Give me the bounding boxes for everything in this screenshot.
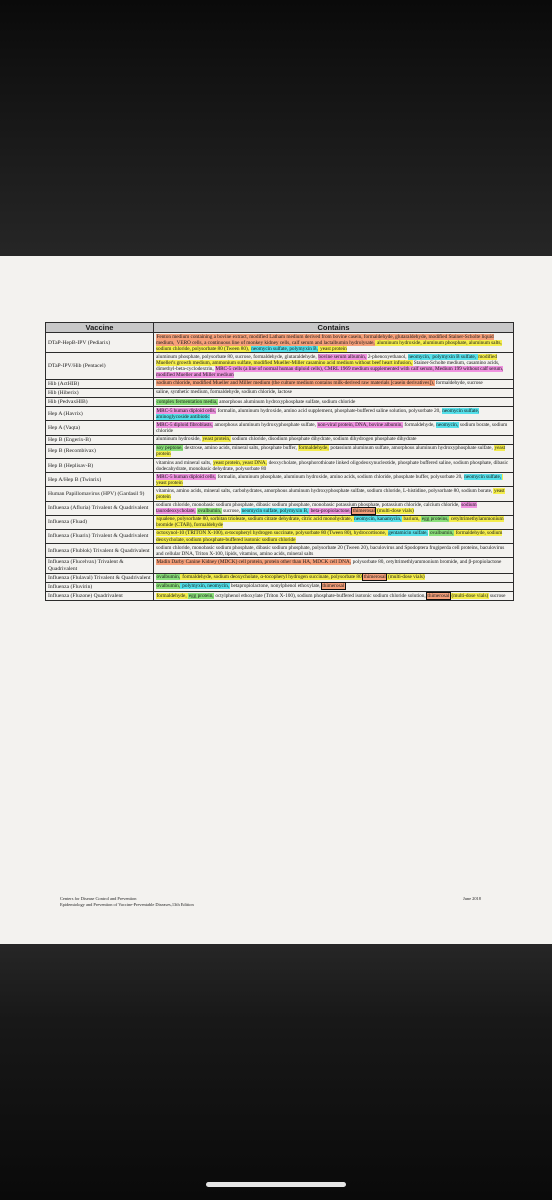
table-row — [46, 501, 514, 515]
highlighted-ingredient: beta-propiolactone, — [309, 508, 352, 515]
ingredient-text: aluminum phosphate, polysorbate 80, sucrose, formaldehyde, glutaraldehyde, — [156, 353, 318, 360]
ingredients-cell — [154, 573, 514, 582]
ingredients-cell — [154, 379, 514, 388]
highlighted-ingredient: octoxynol-10 (TRITON X-100), α-tocopheryl hydrogen succinate, polysorbate 80 (Tween 80), hydrocortisone, — [156, 530, 388, 537]
highlighted-ingredient: VERO cells, a continuous line of monkey kidney cells, calf serum and lactalbumin hydrolysate, — [176, 339, 375, 346]
highlighted-ingredient: formaldehyde, — [156, 592, 188, 599]
citation-line-1: Centers for Disease Control and Prevention — [60, 896, 137, 901]
highlighted-ingredient: neomycin sulfate, — [464, 473, 502, 480]
ingredient-text: saline, synthetic medium, formaldehyde, sodium chloride, lactose — [156, 389, 292, 396]
highlighted-ingredient: soy peptone, — [156, 445, 183, 452]
vaccine-name-cell: DTaP-IPV/Hib (Pentacel) — [46, 353, 154, 379]
highlighted-ingredient: non-viral protein, DNA, bovine albumin, — [317, 421, 403, 428]
table-row — [46, 459, 514, 473]
ingredient-text: deoxycholate, phosphorothioate linked oligodeoxynucleotide, phosphate buffered saline, sodium phosphate, dibasic dodecahydrate, monobasic dehydrate, polysorbate 80 — [156, 459, 509, 472]
highlighted-ingredient: egg protein, — [188, 592, 214, 599]
ingredient-text: sodium chloride, monobasic sodium phosphate, dibasic sodium phosphate, monobasic potassium phosphate, potassium chloride, calcium chloride, — [156, 502, 461, 509]
vaccine-name-cell: Influenza (Flucelvax) Trivalent & Quadrivalent — [46, 558, 154, 573]
ingredients-cell — [154, 473, 514, 487]
table-row — [46, 407, 514, 421]
boxed-ingredient: thimerosal — [322, 583, 345, 590]
table-row — [46, 558, 514, 573]
ingredient-text: dextrose, amino acids, mineral salts, phosphate buffer, — [183, 445, 298, 452]
table-row — [46, 582, 514, 591]
ingredient-text: amorphous aluminum hydroxyphosphate sulfate, — [213, 421, 318, 428]
ingredient-text: formaldehyde, sucrose — [434, 380, 483, 387]
highlighted-ingredient: yeast protein, yeast DNA, — [213, 459, 267, 466]
ingredients-cell — [154, 459, 514, 473]
table-row — [46, 573, 514, 582]
highlighted-ingredient: MRC-5 cells (a line of normal human diploid cells), CMRL 1969 medium supplemented with calf serum, Medium 199 without calf serum, modified Mueller and Miller medium — [156, 365, 504, 379]
ingredients-cell — [154, 407, 514, 421]
vaccine-ingredients-table — [45, 322, 514, 601]
ingredients-cell — [154, 398, 514, 407]
table-row — [46, 379, 514, 388]
table-row — [46, 473, 514, 487]
ingredient-text: vitamins, amino acids, mineral salts, carbohydrates, amorphous aluminum hydroxyphosphate sulfate, sodium chloride, L-histidine, polysorbate 80, sodium borate, — [156, 487, 494, 494]
table-row — [46, 544, 514, 558]
vaccine-name-cell: Influenza (Fluarix) Trivalent & Quadrivalent — [46, 529, 154, 543]
top-dark-area — [0, 0, 552, 256]
vaccine-column-header: Vaccine — [46, 323, 154, 333]
highlighted-ingredient: neomycin, — [408, 353, 431, 360]
highlighted-ingredient: modified Mueller's growth medium, ammonium sulfate, modified Mueller-Miller casamino acid medium without beef heart infusion, — [156, 353, 497, 366]
document-photo — [0, 256, 552, 944]
highlighted-ingredient: formaldehyde, — [298, 445, 329, 452]
vaccine-name-cell: Influenza (Flublok) Trivalent & Quadrivalent — [46, 544, 154, 558]
highlighted-ingredient: sodium chloride, modified Mueller and Miller medium (the culture medium contains milk-derived raw materials [casein derivatives]), — [156, 380, 435, 387]
highlighted-ingredient: ovalbumin, — [156, 574, 180, 581]
highlighted-ingredient: neomycin, — [436, 421, 459, 428]
highlighted-ingredient: yeast protein, — [202, 436, 231, 443]
ingredients-cell — [154, 544, 514, 558]
highlighted-ingredient: (multi-dose vials) — [375, 508, 414, 515]
highlighted-ingredient: MRC-5 human diploid cells, — [156, 473, 216, 480]
citation-line-2: Epidemiology and Prevention of Vaccine-Preventable Diseases,13th Edition — [60, 901, 194, 907]
highlighted-ingredient: ovalbumin, — [197, 508, 222, 515]
table-row — [46, 592, 514, 601]
highlighted-ingredient: neomycin sulfate, polymyxin B, — [241, 508, 309, 515]
highlighted-ingredient: polymyxin, neomycin, — [180, 583, 230, 590]
table-row — [46, 529, 514, 543]
ingredients-cell — [154, 388, 514, 397]
highlighted-ingredient: neomycin sulfate, aminoglycoside antibiotic — [156, 407, 480, 420]
highlighted-ingredient: MRC-5 diploid fibroblasts, — [156, 421, 213, 428]
vaccine-name-cell: Hep A/Hep B (Twinrix) — [46, 473, 154, 487]
ingredients-cell — [154, 487, 514, 501]
ingredient-text: Stainer-Scholte medium, casamino acids, dimethyl-beta-cyclodextrin, — [156, 359, 500, 372]
ingredients-cell — [154, 333, 514, 353]
table-header-row — [46, 323, 514, 333]
vaccine-name-cell: Hib (ActHIB) — [46, 379, 154, 388]
document-date: June 2018 — [463, 896, 481, 901]
ingredient-text: amorphous aluminum hydroxyphosphate sulfate, sodium chloride — [217, 398, 356, 405]
vaccine-name-cell: Hib (Hiberix) — [46, 388, 154, 397]
vaccine-name-cell: Hep A (Havrix) — [46, 407, 154, 421]
highlighted-ingredient: squalene, polysorbate 80, sorbitan trioleate, sodium citrate dehydrate, citric acid monohydrate, — [156, 516, 354, 523]
ingredients-cell — [154, 435, 514, 444]
highlighted-ingredient: (multi-dose vials) — [450, 592, 489, 599]
highlighted-ingredient: neomycin, kanamycin, — [354, 516, 402, 523]
vaccine-name-cell: Hep B (Engerix-B) — [46, 435, 154, 444]
highlighted-ingredient: ovalbumin, — [156, 583, 180, 590]
highlighted-ingredient: Fenton medium containing a bovine extract, modified Latham medium derived from bovine casein, formaldehyde, glutaraldehyde, modified Stainer-Scholte liquid medium, — [156, 333, 494, 346]
highlighted-ingredient: yeast protein — [318, 345, 347, 352]
boxed-ingredient: thimerosal — [363, 574, 386, 581]
vaccine-name-cell: Hep B (Heplisav-B) — [46, 459, 154, 473]
vaccine-name-cell: Influenza (Afluria) Trivalent & Quadrivalent — [46, 501, 154, 515]
table-row — [46, 353, 514, 379]
table-row — [46, 435, 514, 444]
highlighted-ingredient: gentamicin sulfate, — [388, 530, 428, 537]
vaccine-name-cell: Hib (PedvaxHIB) — [46, 398, 154, 407]
ingredient-text: potassium aluminum sulfate, amorphous aluminum hydroxyphosphate sulfate, — [329, 445, 494, 452]
ingredient-text: sodium chloride, monobasic sodium phosphate, dibasic sodium phosphate, polysorbate 20 (Tween 20), baculovirus and Spodoptera frugiperda cell proteins, baculovirus and cellular DNA, Triton X-100, lipids, vitamins, amino acids, mineral salts — [156, 544, 505, 557]
ingredient-text: sucrose, — [221, 508, 242, 515]
contains-column-header: Contains — [154, 323, 514, 333]
highlighted-ingredient: polymyxin B sulfate, — [431, 353, 478, 360]
ingredient-text: sodium borate, sodium chloride — [156, 421, 508, 435]
table-row — [46, 487, 514, 501]
highlighted-ingredient: complex fermentation media, — [156, 398, 218, 405]
ingredients-cell — [154, 515, 514, 529]
table-row — [46, 388, 514, 397]
source-citation — [60, 896, 194, 907]
ingredient-text: sucrose — [488, 592, 506, 599]
ingredients-cell — [154, 592, 514, 601]
ingredient-text: polysorbate 80, cetyltrimethlyammonium bromide, and β-propiolactone — [351, 558, 502, 565]
highlighted-ingredient: yeast protein — [156, 445, 506, 458]
ingredient-text: octylphenol ethoxylate (Triton X-100), sodium phosphate-buffered isotonic sodium chloride solution, — [214, 592, 427, 599]
home-indicator[interactable] — [206, 1182, 346, 1187]
ingredient-text: formalin, aluminum phosphate, aluminum hydroxide, amino acids, sodium chloride, phosphate buffer, polysorbate 20, — [216, 473, 464, 480]
highlighted-ingredient: formaldehyde, sodium deoxycholate, α-tocopheryl hydrogen succinate, polysorbate 80 — [180, 574, 363, 581]
highlighted-ingredient: yeast protein — [156, 487, 505, 500]
highlighted-ingredient: Madin Darby Canine Kidney (MDCK) cell protein, protein other than HA, MDCK cell DNA, — [156, 558, 351, 565]
highlighted-ingredient: bovine serum albumin, — [318, 353, 367, 360]
ingredient-text: vitamins and mineral salts, — [156, 459, 213, 466]
ingredients-cell — [154, 421, 514, 435]
ingredient-text: 2-phenoxyethanol, — [366, 353, 408, 360]
vaccine-name-cell: Hep B (Recombivax) — [46, 444, 154, 458]
highlighted-ingredient: neomycin sulfate, polymyxin B, — [251, 345, 318, 352]
highlighted-ingredient: yeast protein — [156, 474, 502, 486]
highlighted-ingredient: egg proteins, — [421, 516, 449, 523]
ingredient-text: formaldehyde, — [403, 421, 436, 428]
vaccine-name-cell: Influenza (Fluvirin) — [46, 582, 154, 591]
highlighted-ingredient: formaldehyde, sodium deoxycholate, sodium phosphate-buffered isotonic sodium chloride — [156, 530, 503, 543]
ingredient-text: aluminum hydroxide, — [156, 436, 202, 443]
ingredients-cell — [154, 501, 514, 515]
table-row — [46, 444, 514, 458]
ingredient-text: betapropiolactone, nonylphenol ethoxylate, — [229, 583, 322, 590]
boxed-ingredient: thimerosal — [427, 592, 450, 599]
boxed-ingredient: thimerosal — [352, 508, 375, 515]
ingredients-cell — [154, 529, 514, 543]
vaccine-name-cell: Influenza (Fluzone) Quadrivalent — [46, 592, 154, 601]
vaccine-name-cell: DTaP-HepB-IPV (Pediarix) — [46, 333, 154, 353]
vaccine-name-cell: Human Papillomavirus (HPV) (Gardasil 9) — [46, 487, 154, 501]
table-row — [46, 398, 514, 407]
vaccine-name-cell: Influenza (Fluad) — [46, 515, 154, 529]
vaccine-name-cell: Hep A (Vaqta) — [46, 421, 154, 435]
highlighted-ingredient: cetyltrimethylammonium bromide (CTAB), formaldehyde — [156, 516, 504, 529]
table-body — [46, 333, 514, 601]
highlighted-ingredient: sodium taurodeoxycholate, — [156, 502, 477, 515]
ingredients-cell — [154, 582, 514, 591]
table-row — [46, 421, 514, 435]
ingredient-text: sodium chloride, disodium phosphate dihydrate, sodium dihydrogen phosphate dihydrate — [230, 436, 417, 443]
ingredients-cell — [154, 558, 514, 573]
table-row — [46, 333, 514, 353]
table-row — [46, 515, 514, 529]
highlighted-ingredient: barium, — [402, 516, 421, 523]
highlighted-ingredient: aluminum hydroxide, aluminum phosphate, aluminum salts, sodium chloride, polysorbate 80 (Tween 80), — [156, 339, 502, 352]
highlighted-ingredient: MRC-5 human diploid cells, — [156, 407, 216, 414]
bottom-dark-area — [0, 944, 552, 1200]
vaccine-name-cell: Influenza (Flulaval) Trivalent & Quadrivalent — [46, 573, 154, 582]
ingredients-cell — [154, 444, 514, 458]
ingredients-cell — [154, 353, 514, 379]
ingredient-text: formalin, aluminum hydroxide, amino acid supplement, phosphate-buffered saline solution, polysorbate 20, — [216, 407, 442, 414]
highlighted-ingredient: ovalbumin, — [429, 530, 454, 537]
highlighted-ingredient: (multi-dose vials) — [386, 574, 425, 581]
